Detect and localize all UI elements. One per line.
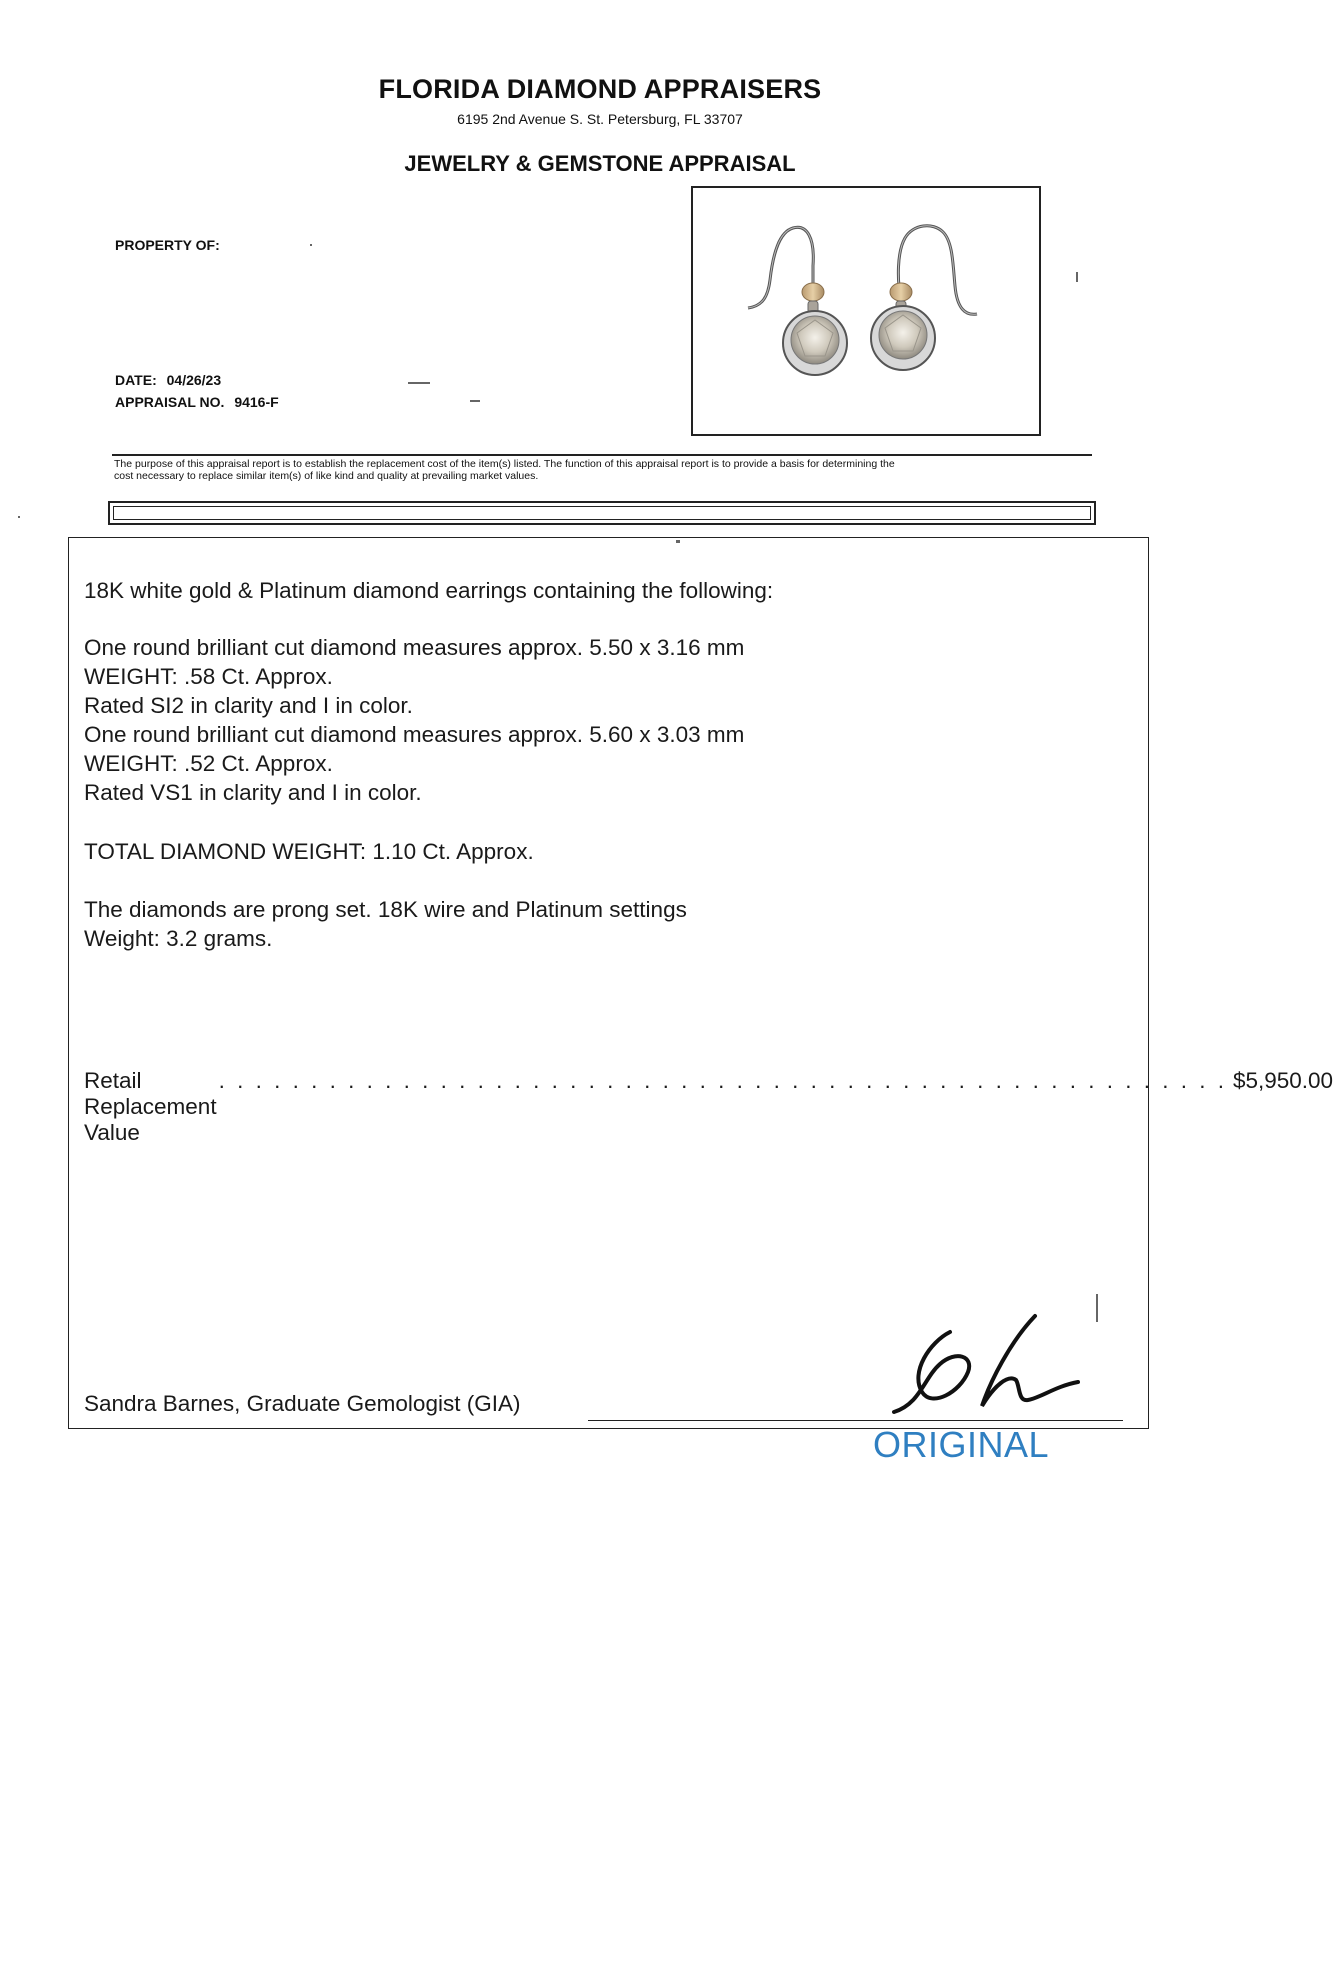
earrings-illustration <box>693 188 1039 434</box>
handwritten-signature <box>890 1312 1090 1422</box>
scan-speck <box>676 540 680 543</box>
appraisal-number-value: 9416-F <box>234 394 279 410</box>
original-stamp: ORIGINAL <box>873 1424 1050 1465</box>
appraiser-name: Sandra Barnes, Graduate Gemologist (GIA) <box>84 1391 521 1416</box>
scan-speck <box>1096 1294 1098 1322</box>
leader-dots: . . . . . . . . . . . . . . . . . . . . . . . . . . . . . . . . . . . . . . . . . . . . . . . . . . . . . . . <box>218 1068 1227 1093</box>
scan-speck <box>310 244 312 246</box>
stone-2-measurements: One round brilliant cut diamond measures approx. 5.60 x 3.03 mm <box>84 722 745 747</box>
appraisal-number-label: APPRAISAL NO. <box>115 394 225 410</box>
double-rule-bar <box>108 501 1096 525</box>
scan-speck <box>18 516 20 518</box>
scan-speck <box>408 382 430 384</box>
scan-speck <box>1076 272 1078 282</box>
date-label: DATE: <box>115 372 157 388</box>
total-diamond-weight: TOTAL DIAMOND WEIGHT: 1.10 Ct. Approx. <box>84 839 534 864</box>
stone-1-weight: WEIGHT: .58 Ct. Approx. <box>84 664 333 689</box>
date-value: 04/26/23 <box>166 372 222 388</box>
stone-1-rating: Rated SI2 in clarity and I in color. <box>84 693 413 718</box>
stone-2-weight: WEIGHT: .52 Ct. Approx. <box>84 751 333 776</box>
appraisal-number-row <box>115 394 279 410</box>
setting-description: The diamonds are prong set. 18K wire and Platinum settings <box>84 897 687 922</box>
double-rule-bar-inner <box>113 506 1091 520</box>
header-divider <box>112 454 1092 456</box>
property-of-label: PROPERTY OF: <box>115 237 220 253</box>
purpose-statement <box>114 458 1090 482</box>
purpose-line-1: The purpose of this appraisal report is to establish the replacement cost of the item(s) listed. The function of this appraisal report is to provide a basis for determining the <box>114 458 895 470</box>
stone-1-measurements: One round brilliant cut diamond measures approx. 5.50 x 3.16 mm <box>84 635 745 660</box>
left-earring <box>748 227 847 375</box>
stone-1-details <box>84 633 744 807</box>
metal-weight: Weight: 3.2 grams. <box>84 926 273 951</box>
setting-details <box>84 895 687 953</box>
right-earring <box>871 226 977 370</box>
retail-replacement-amount: $5,950.00 <box>1232 1068 1333 1093</box>
item-intro: 18K white gold & Platinum diamond earrings containing the following: <box>84 578 774 603</box>
company-address: 6195 2nd Avenue S. St. Petersburg, FL 33707 <box>457 111 743 127</box>
item-photo <box>691 186 1041 436</box>
retail-replacement-label: Retail Replacement Value <box>84 1068 217 1145</box>
retail-replacement-row <box>84 1068 1333 1146</box>
scan-speck <box>470 400 480 402</box>
purpose-line-2: cost necessary to replace similar item(s) of like kind and quality at prevailing market values. <box>114 470 539 482</box>
document-title: JEWELRY & GEMSTONE APPRAISAL <box>404 151 796 176</box>
stone-2-rating: Rated VS1 in clarity and I in color. <box>84 780 422 805</box>
date-row <box>115 372 221 388</box>
company-name: FLORIDA DIAMOND APPRAISERS <box>378 74 822 104</box>
